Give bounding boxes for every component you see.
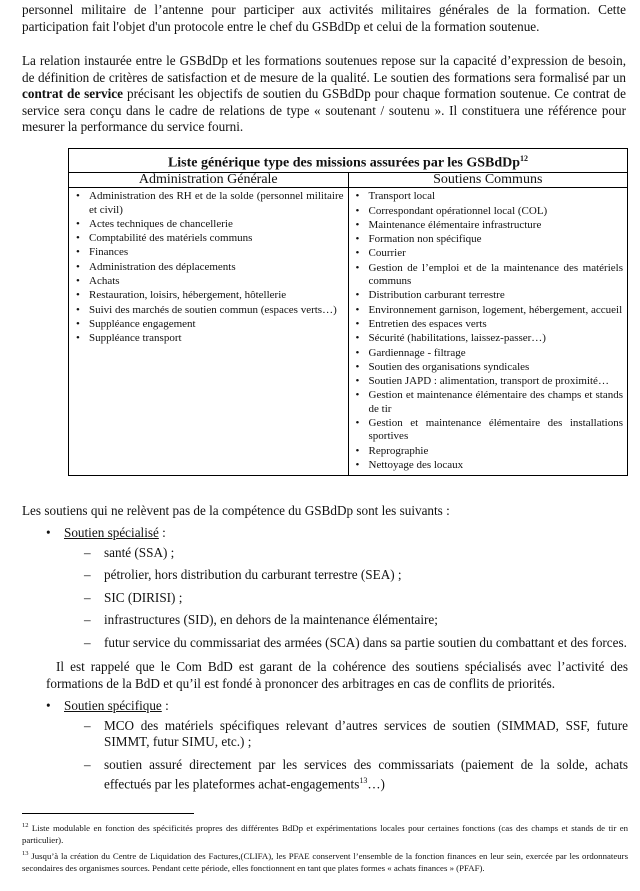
list-item: • Finances (75, 246, 344, 259)
list-item: • Gardiennage - filtrage (355, 347, 624, 360)
col-header-admin: Administration Générale (69, 172, 349, 187)
list-item-text: MCO des matériels spécifiques relevant d’autres services de soutien (SIMMAD, SSF, future SIMMT, futur SIMU, etc.) ; (104, 718, 628, 750)
list-item: • Correspondant opérationnel local (COL) (355, 205, 624, 218)
footnote-text: Liste modulable en fonction des spécificités propres des différentes BdDp et expérimentations locales pour certaines fonctions (cas des champs et stands de tir en particulier). (22, 822, 628, 845)
footnote-ref-13: 13 (359, 776, 368, 786)
footnote-separator (22, 813, 194, 814)
list-item: • Comptabilité des matériels communs (75, 232, 344, 245)
list-item: • Soutien JAPD : alimentation, transport de proximité… (355, 375, 624, 388)
list-item: • Soutien des organisations syndicales (355, 361, 624, 374)
list-item: • Sécurité (habilitations, laissez-passer…) (355, 332, 624, 345)
section-specifique-heading (46, 698, 169, 714)
bullet-icon: • (46, 525, 51, 540)
combdd-note-paragraph: Il est rappelé que le Com BdD est garant de la cohérence des soutiens spécialisés avec l’activité des formations de la BdD et qu’il est fondé à prononcer des arbitrages en cas de conflits de priorités. (46, 659, 628, 691)
list-item: • Administration des RH et de la solde (personnel militaire et civil) (75, 190, 344, 217)
list-item: • Nettoyage des locaux (355, 459, 624, 472)
list-item: – infrastructures (SID), en dehors de la maintenance élémentaire; (82, 612, 628, 628)
lead-text: Les soutiens qui ne relèvent pas de la compétence du GSBdDp sont les suivants : (22, 503, 450, 518)
soutiens-cell (348, 188, 628, 476)
col-header-soutiens: Soutiens Communs (348, 172, 628, 187)
list-item: – futur service du commissariat des armées (SCA) dans sa partie soutien du combattant et des forces. (82, 635, 628, 651)
soutiens-list (355, 190, 624, 472)
admin-cell (69, 188, 349, 476)
bullet-icon: • (46, 698, 51, 713)
intro-paragraph-2-start: La relation instaurée entre le GSBdDp et les formations soutenues repose sur la capacité d’expression de besoin, de définition de critères de satisfaction et de mesure de la qualité. Le soutien des formations sera formalisé par un (22, 53, 626, 85)
section-specialise-list (82, 545, 628, 657)
table-title-note-ref: 12 (520, 154, 529, 163)
list-item: • Administration des déplacements (75, 261, 344, 274)
list-item: • Maintenance élémentaire infrastructure (355, 219, 624, 232)
list-item (82, 757, 628, 793)
list-item: • Environnement garnison, logement, hébergement, accueil (355, 304, 624, 317)
list-item: – santé (SSA) ; (82, 545, 628, 561)
contrat-de-service-bold: contrat de service (22, 86, 123, 102)
admin-list (75, 190, 344, 345)
footnote-number: 13 (22, 850, 29, 857)
footnote-number: 12 (22, 822, 29, 829)
list-item-tail: …) (367, 776, 385, 792)
list-item: • Gestion et maintenance élémentaire des installations sportives (355, 417, 624, 444)
intro-paragraph-2 (22, 53, 626, 136)
section-specialise-suffix: : (158, 525, 166, 540)
table-title-text: Liste générique type des missions assurées par les GSBdDp (167, 155, 521, 171)
footnote-13 (22, 848, 628, 874)
list-item: – SIC (DIRISI) ; (82, 590, 628, 606)
missions-table-title (69, 149, 628, 173)
section-specialise-title: Soutien spécialisé (64, 525, 159, 540)
list-item: • Actes techniques de chancellerie (75, 218, 344, 231)
intro-paragraph-2-end: précisant les objectifs de soutien du GSBdDp pour chaque formation soutenue. Ce contrat de service sera conçu dans le cadre de relations de type « soutenant / soutenu ». Il constituera une référence pour mesurer la performance du service fourni. (22, 86, 626, 135)
section-specialise-heading (46, 525, 166, 541)
list-item (82, 718, 628, 751)
list-item: • Courrier (355, 247, 624, 260)
list-item: – pétrolier, hors distribution du carburant terrestre (SEA) ; (82, 567, 628, 583)
list-item: • Transport local (355, 190, 624, 203)
section-specifique-suffix: : (161, 698, 169, 713)
list-item: • Distribution carburant terrestre (355, 289, 624, 302)
footnote-12 (22, 820, 628, 846)
list-item: • Gestion de l’emploi et de la maintenance des matériels communs (355, 262, 624, 289)
list-item: • Reprographie (355, 445, 624, 458)
list-item: • Achats (75, 275, 344, 288)
list-item: • Suivi des marchés de soutien commun (espaces verts…) (75, 304, 344, 317)
intro-paragraph-1: personnel militaire de l’antenne pour participer aux activités militaires générales de la formation. Cette participation fait l'objet d'un protocole entre le chef du GSBdDp et celui de la formation soutenue. (22, 2, 626, 34)
list-item: • Entretien des espaces verts (355, 318, 624, 331)
section-specifique-title: Soutien spécifique (64, 698, 162, 713)
missions-table (68, 148, 628, 476)
list-item: • Suppléance engagement (75, 318, 344, 331)
section-specifique-list (82, 718, 628, 799)
list-item: • Suppléance transport (75, 332, 344, 345)
footnote-text: Jusqu’à la création du Centre de Liquidation des Factures,(CLIFA), les PFAE conservent l’ensemble de la fonction finances en leur sein, exercée par les ordonnateurs secondaires des organismes sources. Pendant cette période, elles fonctionnent en tant que plates formes « achats finances » (PFAF). (22, 850, 628, 873)
list-item: • Formation non spécifique (355, 233, 624, 246)
list-item: • Restauration, loisirs, hébergement, hôtellerie (75, 289, 344, 302)
list-item-text: soutien assuré directement par les services des commissariats (paiement de la solde, achats effectués par les plateformes achat-engagements (104, 756, 628, 792)
list-item: • Gestion et maintenance élémentaire des champs et stands de tir (355, 389, 624, 416)
